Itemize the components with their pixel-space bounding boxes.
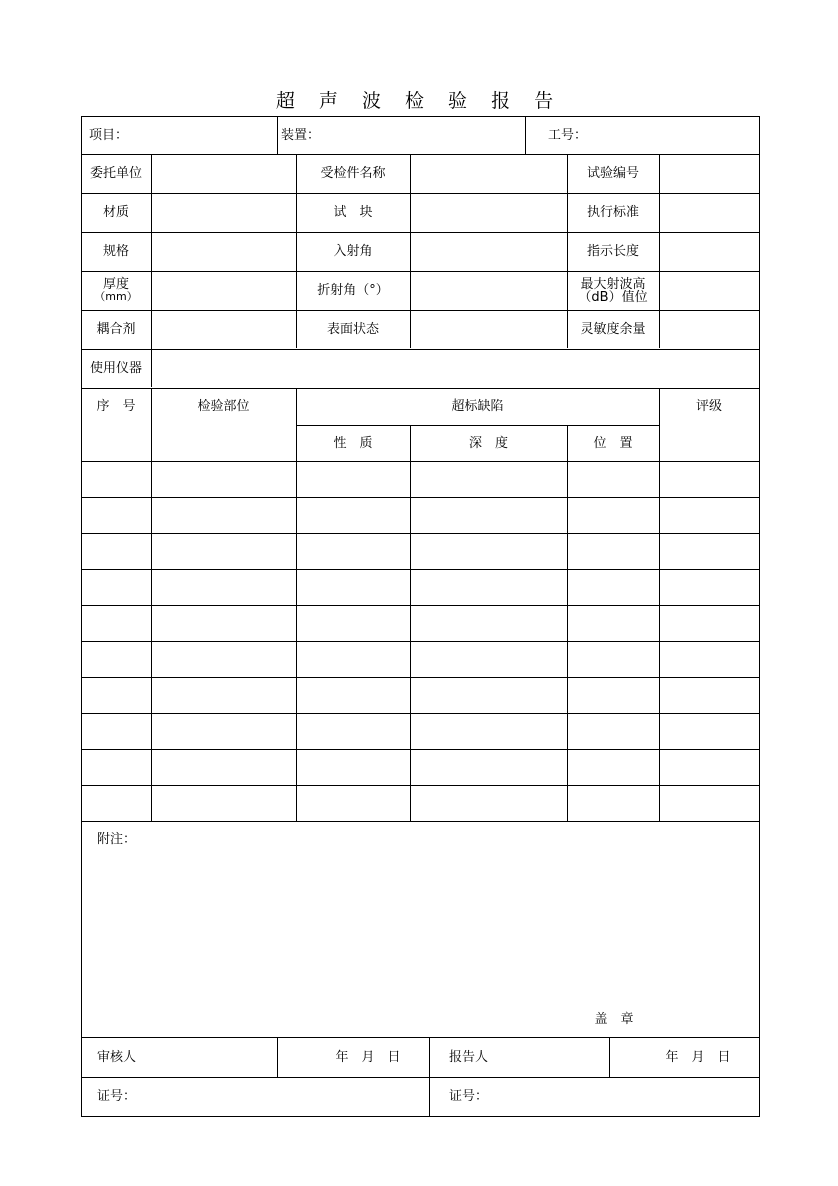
max-echo-height-line1: 最大射波高: [580, 276, 646, 292]
spec-label: 规格: [102, 244, 129, 259]
job-no-label: 工号：: [548, 127, 588, 143]
reviewer-label: 审核人: [97, 1049, 137, 1065]
sub-position: 位 置: [593, 435, 633, 451]
max-echo-height-label: [567, 271, 659, 310]
sub-nature: 性 质: [333, 435, 373, 451]
indication-length-label: 指示长度: [586, 244, 639, 259]
thickness-unit: （mm）: [94, 290, 138, 303]
client-unit-label: 委托单位: [89, 166, 142, 181]
reporter-date: 年 月 日: [665, 1049, 731, 1065]
instrument-label: 使用仪器: [89, 361, 142, 376]
incidence-angle-label: 入射角: [333, 244, 373, 259]
report-form: [81, 116, 759, 1116]
surface-state-label: 表面状态: [326, 322, 379, 337]
reviewer-date: 年 月 日: [335, 1049, 401, 1065]
project-label: 项目：: [89, 127, 129, 143]
inspected-part-name-label: 受检件名称: [320, 166, 386, 181]
thickness-text: 厚度: [102, 277, 129, 292]
cert-no-right: 证号：: [449, 1089, 489, 1104]
col-excess-defects: 超标缺陷: [451, 399, 504, 414]
couplant-label: 耦合剂: [96, 322, 136, 337]
seal-label: 盖 章: [594, 1011, 634, 1027]
material-label: 材质: [102, 205, 129, 220]
standard-label: 执行标准: [586, 205, 639, 220]
device-label: 装置：: [281, 127, 321, 143]
max-echo-height-line2: （dB）值位: [578, 289, 648, 305]
col-serial: 序 号: [96, 399, 136, 414]
thickness-label: [81, 271, 151, 310]
col-inspection-location: 检验部位: [197, 399, 250, 414]
test-block-label: 试 块: [333, 205, 373, 220]
sensitivity-margin-label: 灵敏度余量: [580, 322, 646, 337]
test-no-label: 试验编号: [586, 166, 639, 181]
cert-no-left: 证号：: [97, 1089, 137, 1104]
col-rating: 评级: [695, 399, 722, 414]
sub-depth: 深 度: [468, 435, 508, 451]
refraction-angle-label: 折射角（°）: [317, 283, 389, 298]
notes-label: 附注：: [97, 831, 137, 847]
reporter-label: 报告人: [449, 1049, 489, 1065]
report-title: 超 声 波 检 验 报 告: [275, 90, 563, 112]
